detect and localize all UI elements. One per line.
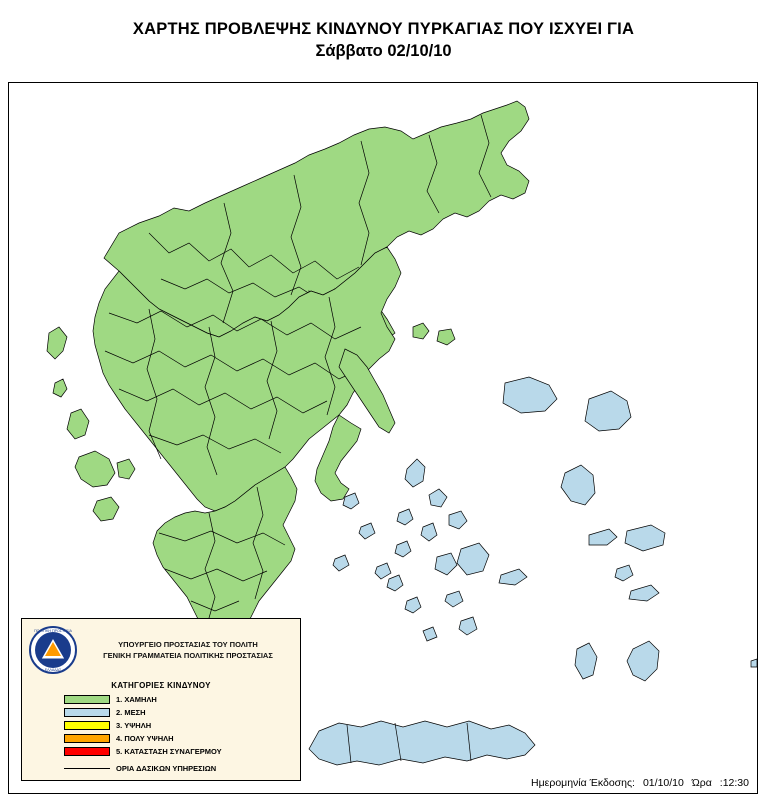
issue-info: [523, 777, 749, 789]
legend-header: [22, 619, 300, 677]
legend-swatch-medium: [64, 708, 110, 717]
legend-swatch-very-high: [64, 734, 110, 743]
legend-label-high: 3. ΥΨΗΛΗ: [116, 720, 152, 730]
svg-text:ΕΛΛΑΔΑΣ: ΕΛΛΑΔΑΣ: [44, 668, 62, 672]
legend-items: [22, 693, 300, 757]
legend-label-very-high: 4. ΠΟΛΥ ΥΨΗΛΗ: [116, 733, 174, 743]
issue-time-value: :12:30: [719, 777, 749, 789]
legend-label-boundary: ΟΡΙΑ ΔΑΣΙΚΩΝ ΥΠΗΡΕΣΙΩΝ: [116, 764, 217, 773]
legend-label-medium: 2. ΜΕΣΗ: [116, 707, 146, 717]
legend-swatch-high: [64, 721, 110, 730]
legend-item: [64, 745, 300, 757]
legend-item: [64, 693, 300, 705]
legend-categories-title: ΚΑΤΗΓΟΡΙΕΣ ΚΙΝΔΥΝΟΥ: [111, 681, 211, 690]
legend-panel: [21, 618, 301, 781]
ministry-line: ΥΠΟΥΡΓΕΙΟ ΠΡΟΣΤΑΣΙΑΣ ΤΟΥ ΠΟΛΙΤΗ: [118, 640, 258, 649]
issue-date-value: 01/10/10: [642, 777, 684, 789]
legend-label-alert: 5. ΚΑΤΑΣΤΑΣΗ ΣΥΝΑΓΕΡΜΟΥ: [116, 746, 222, 756]
page-title: [0, 18, 767, 62]
boundary-line-icon: [64, 768, 110, 769]
map-frame: [8, 82, 758, 794]
legend-swatch-alert: [64, 747, 110, 756]
legend-item: [64, 732, 300, 744]
legend-item: [64, 719, 300, 731]
legend-swatch-low: [64, 695, 110, 704]
issue-time-label: Ώρα: [691, 777, 712, 789]
legend-organization: [78, 639, 294, 661]
legend-boundary-row: [22, 764, 300, 773]
issue-date-label: Ημερομηνία Έκδοσης:: [531, 777, 635, 789]
legend-label-low: 1. ΧΑΜΗΛΗ: [116, 694, 157, 704]
legend-item: [64, 706, 300, 718]
svg-text:ΠΟΛΙΤΙΚΗ ΠΡΟΣΤΑΣΙΑ: ΠΟΛΙΤΙΚΗ ΠΡΟΣΤΑΣΙΑ: [34, 629, 72, 633]
civil-protection-emblem-icon: [28, 625, 78, 675]
title-line-2: Σάββατο 02/10/10: [315, 42, 452, 60]
title-line-1: ΧΑΡΤΗΣ ΠΡΟΒΛΕΨΗΣ ΚΙΝΔΥΝΟΥ ΠΥΡΚΑΓΙΑΣ ΠΟΥ ΙΣΧΥΕΙ ΓΙΑ: [132, 20, 635, 38]
secretariat-line: ΓΕΝΙΚΗ ΓΡΑΜΜΑΤΕΙΑ ΠΟΛΙΤΙΚΗΣ ΠΡΟΣΤΑΣΙΑΣ: [103, 651, 273, 660]
